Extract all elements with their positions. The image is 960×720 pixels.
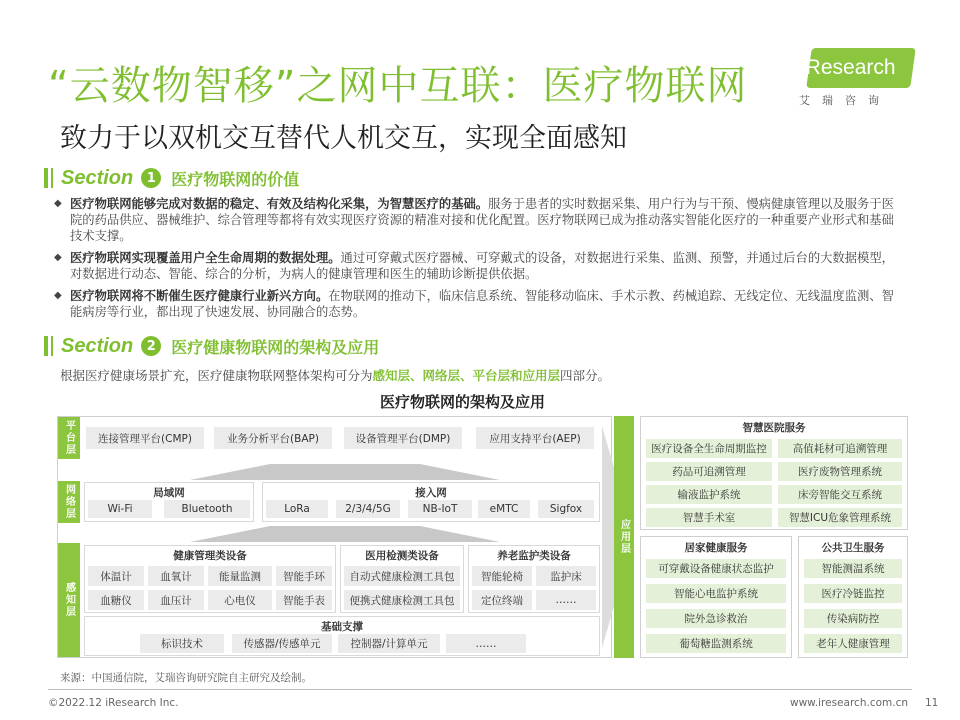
public-health-item: 智能测温系统 xyxy=(804,559,902,578)
medical-device-item: 便携式健康检测工具包 xyxy=(344,590,460,610)
up-arrow-wedge-icon xyxy=(80,522,612,544)
section-2-heading xyxy=(44,333,379,359)
health-device-title: 健康管理类设备 xyxy=(173,550,247,562)
value-bullet-list xyxy=(54,196,894,326)
access-item: NB-IoT xyxy=(408,500,472,518)
home-health-item: 可穿戴设备健康状态监护 xyxy=(646,559,786,578)
elderly-device-title: 养老监护类设备 xyxy=(497,550,571,562)
platform-item: 应用支持平台(AEP) xyxy=(476,427,594,449)
platform-item: 连接管理平台(CMP) xyxy=(86,427,204,449)
medical-device-title: 医用检测类设备 xyxy=(365,550,439,562)
health-device-item: 血压计 xyxy=(148,590,204,610)
public-health-item: 传染病防控 xyxy=(804,609,902,628)
basic-support-item: 控制器/计算单元 xyxy=(338,634,440,653)
page-number: 11 xyxy=(925,697,939,709)
application-layer-tag: 应用层 xyxy=(614,416,634,658)
health-device-item: 体温计 xyxy=(88,566,144,586)
lan-item: Bluetooth xyxy=(164,500,250,518)
home-health-item: 葡萄糖监测系统 xyxy=(646,634,786,653)
platform-item: 业务分析平台(BAP) xyxy=(214,427,332,449)
smart-hospital-item: 输液监护系统 xyxy=(646,485,772,504)
elderly-device-item: …… xyxy=(536,590,596,610)
logo-brand: iResearch xyxy=(801,56,896,79)
section-1-heading xyxy=(44,165,299,191)
smart-hospital-item: 床旁智能交互系统 xyxy=(778,485,902,504)
section-label: Section xyxy=(61,334,134,357)
bullet-item xyxy=(54,196,894,244)
health-device-item: 智能手表 xyxy=(276,590,332,610)
bullet-bold: 医疗物联网将不断催生医疗健康行业新兴方向。 xyxy=(70,289,329,303)
bullet-text: 在物联网的推动下，临床信息系统、智能移动临床、手术示教、药械追踪、无线定位、无线温度监测、智能病房等行业，都出现了快速发展、协同融合的态势。 xyxy=(70,289,894,319)
smart-hospital-item: 智慧ICU危象管理系统 xyxy=(778,508,902,527)
health-device-item: 智能手环 xyxy=(276,566,332,586)
smart-hospital-title: 智慧医院服务 xyxy=(742,422,806,434)
section-title: 医疗物联网的价值 xyxy=(171,169,300,189)
section-number-badge: 1 xyxy=(141,168,161,188)
network-layer-tag: 网络层 xyxy=(58,481,80,523)
intro-highlight: 感知层、网络层、平台层和应用层 xyxy=(372,368,561,383)
smart-hospital-item: 智慧手术室 xyxy=(646,508,772,527)
public-health-item: 医疗冷链监控 xyxy=(804,584,902,603)
access-network-title: 接入网 xyxy=(415,487,447,499)
perception-layer-tag: 感知层 xyxy=(58,543,80,657)
access-item: eMTC xyxy=(478,500,530,518)
bullet-item xyxy=(54,288,894,320)
home-health-item: 智能心电监护系统 xyxy=(646,584,786,603)
intro-suffix: 四部分。 xyxy=(560,368,611,383)
bullet-text: 服务于患者的实时数据采集、用户行为与干预、慢病健康管理以及服务于医院的药品供应、器械维护、综合管理等都将有效实现医疗资源的精准对接和优化配置。医疗物联网已成为推动落实智能化医疗的一种重要产业形式和基础技术支撑。 xyxy=(70,197,894,243)
diagram-title: 医疗物联网的架构及应用 xyxy=(380,393,546,411)
page-subtitle: 致力于以双机交互替代人机交互，实现全面感知 xyxy=(60,123,627,154)
section-bar-icon xyxy=(51,336,53,356)
source-note: 来源：中国通信院，艾瑞咨询研究院自主研究及绘制。 xyxy=(60,672,312,684)
bullet-bold: 医疗物联网实现覆盖用户全生命周期的数据处理。 xyxy=(70,251,341,265)
bullet-item xyxy=(54,250,894,282)
footer-divider xyxy=(48,689,912,690)
home-health-title: 居家健康服务 xyxy=(684,542,748,554)
public-health-item: 老年人健康管理 xyxy=(804,634,902,653)
access-item: Sigfox xyxy=(538,500,594,518)
section-label: Section xyxy=(61,166,134,189)
bullet-bold: 医疗物联网能够完成对数据的稳定、有效及结构化采集，为智慧医疗的基础。 xyxy=(70,197,489,211)
basic-support-item: 标识技术 xyxy=(140,634,224,653)
logo-tagline: 艾瑞咨询 xyxy=(799,94,891,107)
elderly-device-item: 定位终端 xyxy=(472,590,532,610)
basic-support-item: 传感器/传感单元 xyxy=(232,634,332,653)
elderly-device-item: 监护床 xyxy=(536,566,596,586)
copyright: ©2022.12 iResearch Inc. xyxy=(48,697,179,709)
intro-prefix: 根据医疗健康场景扩充，医疗健康物联网整体架构可分为 xyxy=(60,368,373,383)
up-arrow-wedge-icon xyxy=(80,458,612,482)
section-bar-icon xyxy=(44,168,48,188)
section-bar-icon xyxy=(51,168,53,188)
elderly-device-item: 智能轮椅 xyxy=(472,566,532,586)
website-link[interactable]: www.iresearch.com.cn xyxy=(790,697,909,709)
architecture-intro xyxy=(60,366,610,384)
health-device-item: 血氧计 xyxy=(148,566,204,586)
smart-hospital-item: 药品可追溯管理 xyxy=(646,462,772,481)
lan-title: 局域网 xyxy=(153,487,185,499)
smart-hospital-item: 医疗设备全生命周期监控 xyxy=(646,439,772,458)
public-health-title: 公共卫生服务 xyxy=(821,542,885,554)
platform-layer-tag: 平台层 xyxy=(58,417,80,459)
iresearch-logo xyxy=(797,48,917,110)
health-device-item: 心电仪 xyxy=(208,590,272,610)
smart-hospital-item: 医疗废物管理系统 xyxy=(778,462,902,481)
access-item: LoRa xyxy=(266,500,328,518)
home-health-item: 院外急诊救治 xyxy=(646,609,786,628)
smart-hospital-item: 高值耗材可追溯管理 xyxy=(778,439,902,458)
section-title: 医疗健康物联网的架构及应用 xyxy=(171,337,380,357)
platform-item: 设备管理平台(DMP) xyxy=(344,427,462,449)
health-device-item: 血糖仪 xyxy=(88,590,144,610)
section-bar-icon xyxy=(44,336,48,356)
section-number-badge: 2 xyxy=(141,336,161,356)
medical-device-item: 自动式健康检测工具包 xyxy=(344,566,460,586)
page-title: “云数物智移”之网中互联：医疗物联网 xyxy=(48,63,748,109)
basic-support-item: …… xyxy=(446,634,526,653)
basic-support-title: 基础支撑 xyxy=(321,621,363,633)
health-device-item: 能量监测 xyxy=(208,566,272,586)
bullet-text: 通过可穿戴式医疗器械、可穿戴式的设备，对数据进行采集、监测、预警，并通过后台的大数据模型，对数据进行动态、智能、综合的分析，为病人的健康管理和医生的辅助诊断提供依据。 xyxy=(70,251,894,281)
lan-item: Wi-Fi xyxy=(88,500,152,518)
access-item: 2/3/4/5G xyxy=(336,500,400,518)
